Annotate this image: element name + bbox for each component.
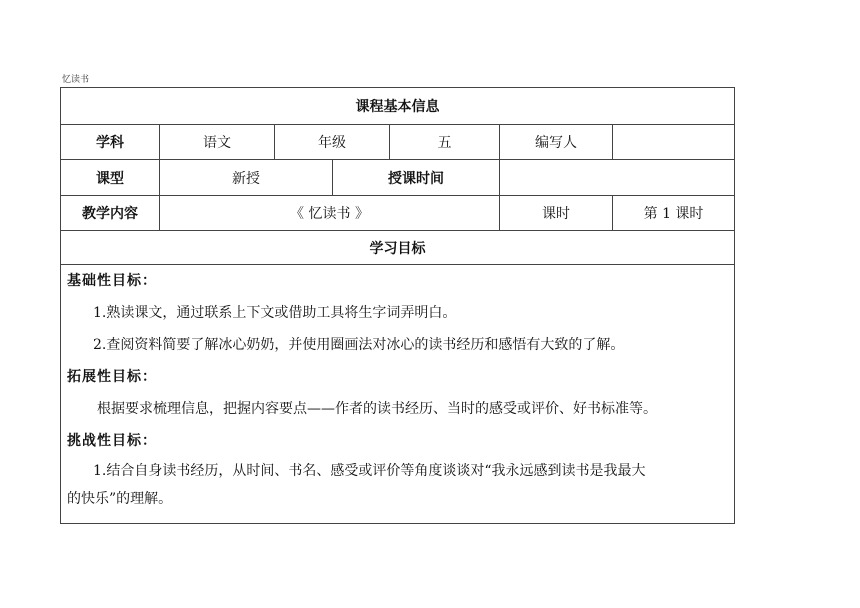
time-value bbox=[500, 160, 735, 196]
grade-label: 年级 bbox=[275, 125, 390, 160]
time-label: 授课时间 bbox=[333, 160, 500, 196]
challenge-goal-text-continued: 的快乐”的理解。 bbox=[67, 491, 173, 507]
basic-goal-item: 2.查阅资料简要了解冰心奶奶，并使用圈画法对冰心的读书经历和感悟有大致的了解。 bbox=[93, 337, 625, 353]
type-label: 课型 bbox=[61, 160, 160, 196]
content-label: 教学内容 bbox=[61, 196, 160, 231]
challenge-goal-text: 1.结合自身读书经历，从时间、书名、感受或评价等角度谈谈对“我永远感到读书是我最大 bbox=[93, 463, 646, 479]
section-title-basic-info: 课程基本信息 bbox=[61, 88, 735, 125]
extend-goals-heading: 拓展性目标： bbox=[67, 369, 157, 385]
subject-label: 学科 bbox=[61, 125, 160, 160]
grade-value: 五 bbox=[390, 125, 500, 160]
period-value: 第 1 课时 bbox=[613, 196, 735, 231]
goals-body bbox=[61, 265, 735, 524]
basic-goal-item: 1.熟读课文，通过联系上下文或借助工具将生字词弄明白。 bbox=[93, 305, 457, 321]
author-label: 编写人 bbox=[500, 125, 613, 160]
subject-value: 语文 bbox=[160, 125, 275, 160]
course-info-table bbox=[60, 87, 735, 524]
extend-goal-text: 根据要求梳理信息，把握内容要点——作者的读书经历、当时的感受或评价、好书标准等。 bbox=[97, 401, 657, 417]
period-label: 课时 bbox=[500, 196, 613, 231]
document-header-label: 忆读书 bbox=[62, 75, 90, 85]
author-value bbox=[613, 125, 735, 160]
section-title-goals: 学习目标 bbox=[61, 231, 735, 265]
type-value: 新授 bbox=[160, 160, 333, 196]
challenge-goals-heading: 挑战性目标： bbox=[67, 433, 157, 449]
basic-goals-heading: 基础性目标： bbox=[67, 273, 157, 289]
content-value: 《 忆读书 》 bbox=[160, 196, 500, 231]
